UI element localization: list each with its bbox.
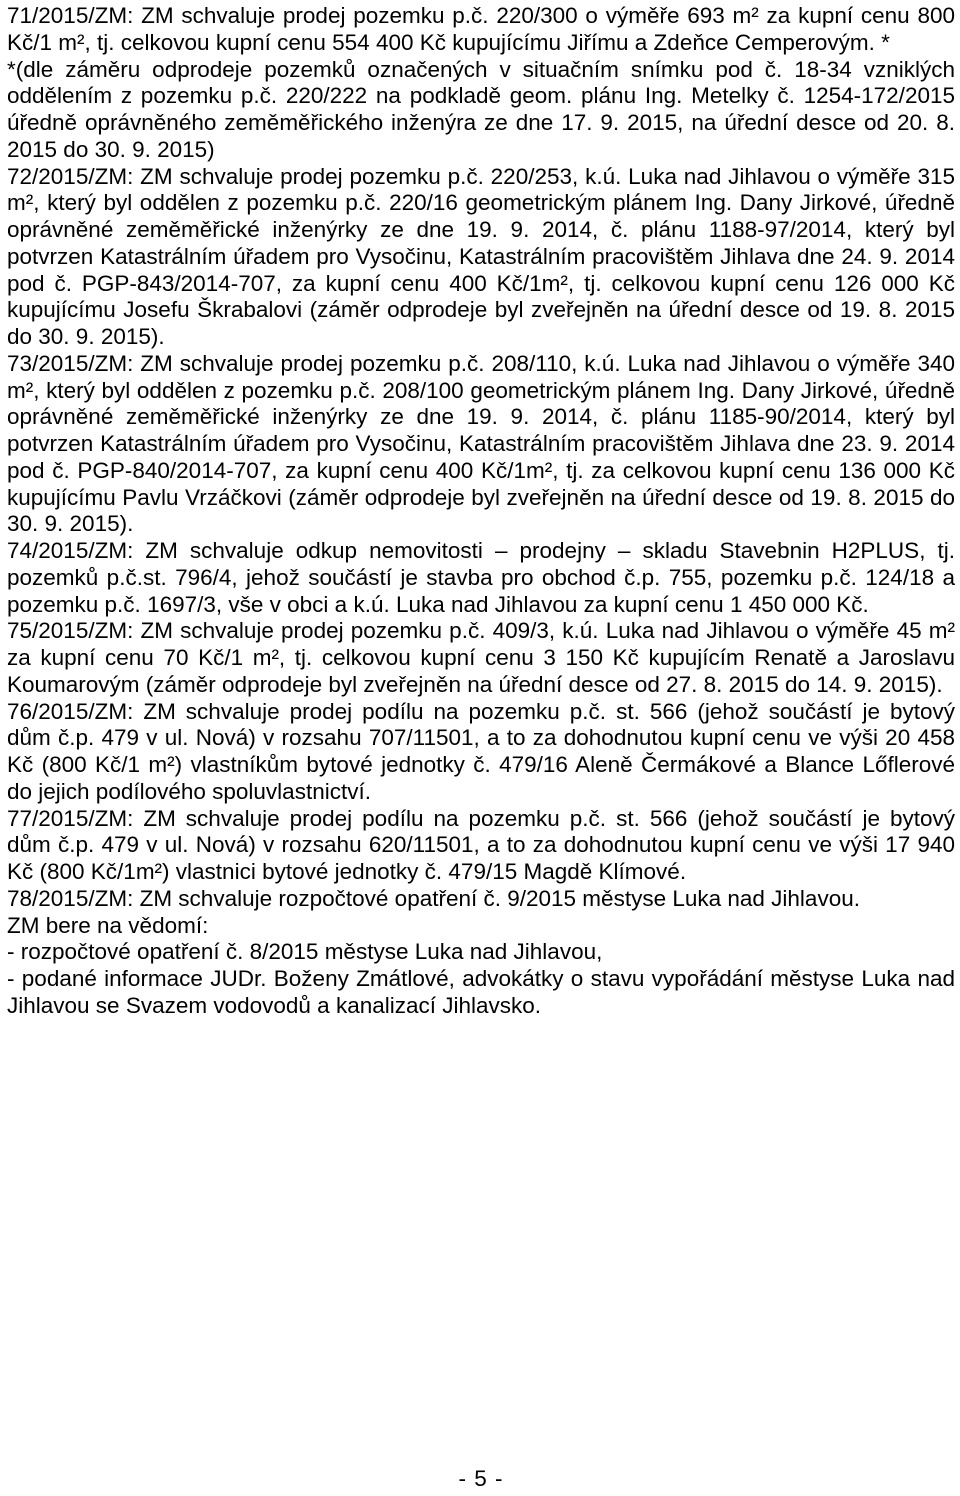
resolution-72: 72/2015/ZM: ZM schvaluje prodej pozemku p.č. 220/253, k.ú. Luka nad Jihlavou o výměře 315 m², který byl oddělen z pozemku p.č. 220/16 geometrickým plánem Ing. Dany Jirkové, úředně oprávněné zeměměřické inženýrky ze dne 19. 9. 2014, č. plánu 1188-97/2014, který byl potvrzen Katastrálním úřadem pro Vysočinu, Katastrálním pracovištěm Jihlava dne 24. 9. 2014 pod č. PGP-843/2014-707, za kupní cenu 400 Kč/1m², tj. celkovou kupní cenu 126 000 Kč kupujícímu Josefu Škrabalovi (záměr odprodeje byl zveřejněn na úřední desce od 19. 8. 2015 do 30. 9. 2015). (7, 163, 955, 349)
resolution-78: 78/2015/ZM: ZM schvaluje rozpočtové opatření č. 9/2015 městyse Luka nad Jihlavou. (7, 885, 860, 911)
acknowledgement-heading: ZM bere na vědomí: (7, 912, 209, 938)
acknowledgement-section (7, 913, 955, 1020)
acknowledgement-item-1: - rozpočtové opatření č. 8/2015 městyse Luka nad Jihlavou, (7, 939, 603, 965)
resolution-75: 75/2015/ZM: ZM schvaluje prodej pozemku p.č. 409/3, k.ú. Luka nad Jihlavou o výměře 45 m² za kupní cenu 70 Kč/1 m², tj. celkovou kupní cenu 3 150 Kč kupujícím Renatě a Jaroslavu Koumarovým (záměr odprodeje byl zveřejněn na úřední desce od 27. 8. 2015 do 14. 9. 2015). (7, 618, 955, 697)
resolution-77: 77/2015/ZM: ZM schvaluje prodej podílu na pozemku p.č. st. 566 (jehož součástí je bytový dům č.p. 479 v ul. Nová) v rozsahu 620/11501, a to za dohodnutou kupní cenu ve výši 17 940 Kč (800 Kč/1m²) vlastnici bytové jednotky č. 479/15 Magdě Klímové. (7, 805, 955, 884)
resolution-76: 76/2015/ZM: ZM schvaluje prodej podílu na pozemku p.č. st. 566 (jehož součástí je bytový dům č.p. 479 v ul. Nová) v rozsahu 707/11501, a to za dohodnutou kupní cenu ve výši 20 458 Kč (800 Kč/1 m²) vlastníkům bytové jednotky č. 479/16 Aleně Čermákové a Blance Lőflerové do jejich podílového spoluvlastnictví. (7, 698, 955, 804)
acknowledgement-item-2: - podané informace JUDr. Boženy Zmátlové, advokátky o stavu vypořádání městyse Luka nad Jihlavou se Svazem vodovodů a kanalizací Jihlavsko. (7, 966, 955, 1018)
document-page (7, 0, 955, 1496)
resolution-73: 73/2015/ZM: ZM schvaluje prodej pozemku p.č. 208/110, k.ú. Luka nad Jihlavou o výměře 340 m², který byl oddělen z pozemku p.č. 208/100 geometrickým plánem Ing. Dany Jirkové, úředně oprávněné zeměměřické inženýrky ze dne 19. 9. 2014, č. plánu 1185-90/2014, který byl potvrzen Katastrálním úřadem pro Vysočinu, Katastrálním pracovištěm Jihlava dne 23. 9. 2014 pod č. PGP-840/2014-707, za kupní cenu 400 Kč/1m², tj. za celkovou kupní cenu 136 000 Kč kupujícímu Pavlu Vrzáčkovi (záměr odprodeje byl zveřejněn na úřední desce od 19. 8. 2015 do 30. 9. 2015). (7, 350, 955, 537)
resolution-74: 74/2015/ZM: ZM schvaluje odkup nemovitosti – prodejny – skladu Stavebnin H2PLUS, tj. pozemků p.č.st. 796/4, jehož součástí je stavba pro obchod č.p. 755, pozemku p.č. 124/18 a pozemku p.č. 1697/3, vše v obci a k.ú. Luka nad Jihlavou za kupní cenu 1 450 000 Kč. (7, 538, 955, 617)
paragraph-71-footnote: *(dle záměru odprodeje pozemků označených v situačním snímku pod č. 18-34 vzniklých oddělením z pozemku p.č. 220/222 na podkladě geom. plánu Ing. Metelky č. 1254-172/2015 úředně oprávněného zeměměřického inženýra ze dne 17. 9. 2015, na úřední desce od 20. 8. 2015 do 30. 9. 2015) (7, 56, 955, 162)
resolution-71 (7, 3, 955, 164)
page-number: - 5 - (458, 1466, 504, 1491)
paragraph-71-main: 71/2015/ZM: ZM schvaluje prodej pozemku p.č. 220/300 o výměře 693 m² za kupní cenu 800 Kč/1 m², tj. celkovou kupní cenu 554 400 Kč kupujícímu Jiřímu a Zdeňce Cemperovým. * (7, 3, 955, 55)
